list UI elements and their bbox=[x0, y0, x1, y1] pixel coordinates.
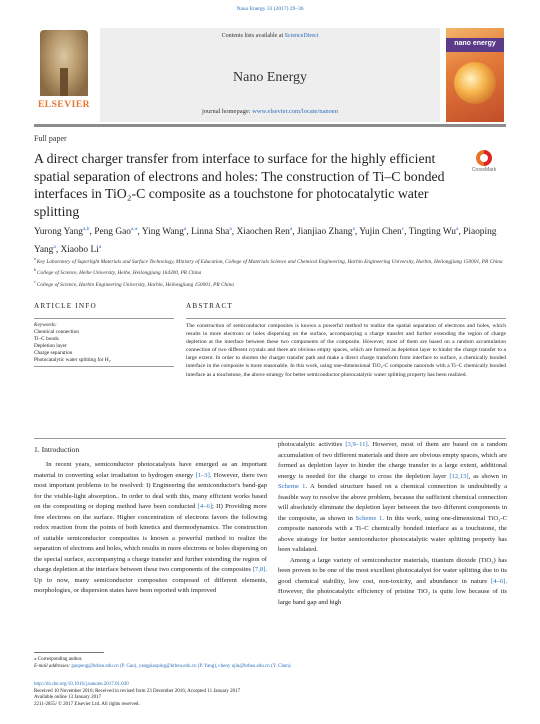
elsevier-tree-logo-icon bbox=[40, 30, 88, 96]
author-affiliation-mark[interactable]: c bbox=[401, 226, 405, 232]
cover-title: nano energy bbox=[454, 40, 496, 47]
article-title: A direct charger transfer from interface to surface for the highly efficient spatial separation of electrons and holes: The construction of Ti–C bonded interfaces in TiO₂-C composite as a touchstone for photocatalytic water splitting bbox=[34, 151, 445, 219]
section-heading-introduction: 1. Introduction bbox=[34, 445, 80, 454]
bottom-meta bbox=[34, 682, 334, 708]
author-name[interactable]: Tingting Wu bbox=[408, 227, 456, 238]
divider bbox=[34, 438, 506, 439]
author-name[interactable]: Peng Gao bbox=[94, 227, 131, 238]
author-list: Yurong Yang$^{a,b}$, Peng Gao$^{a,⁎}$, Ying Wang$^a$, Linna Sha$^a$, Xiaochen Ren$^a$, Jianjiao Zhang$^a$, Yujin Chen$^c$, Tingting Wu$^a$, Piaoping Yang$^a$, Xiaobo Li$^a$ bbox=[34, 226, 497, 256]
copyright: 2211-2855/ © 2017 Elsevier Ltd. All rights reserved. bbox=[34, 701, 140, 707]
reference-link[interactable]: [3,9–11] bbox=[345, 441, 368, 448]
received-dates: Received 10 November 2016; Received in revised form 23 December 2016; Accepted 11 January 2017 bbox=[34, 688, 241, 694]
publisher-logo-text: ELSEVIER bbox=[37, 100, 91, 110]
footnotes bbox=[34, 656, 506, 670]
contents-prefix: Contents lists available at bbox=[221, 33, 285, 39]
intro-right-column bbox=[278, 440, 507, 608]
available-online: Available online 13 January 2017 bbox=[34, 695, 102, 701]
journal-homepage-link[interactable]: www.elsevier.com/locate/nanoen bbox=[252, 108, 339, 115]
author-name[interactable]: Yurong Yang bbox=[34, 227, 83, 238]
keywords-block bbox=[34, 322, 174, 363]
masthead-center bbox=[100, 28, 440, 122]
keyword: Photocatalytic water splitting for H₂ bbox=[34, 356, 111, 363]
keyword: Ti–C bonds bbox=[34, 335, 59, 342]
article-type: Full paper bbox=[34, 134, 67, 143]
crossmark-button[interactable] bbox=[462, 150, 510, 176]
author-name[interactable]: Ying Wang bbox=[141, 227, 184, 238]
keyword-list bbox=[34, 329, 174, 364]
journal-cover-image[interactable] bbox=[446, 28, 504, 122]
author-name[interactable]: Xiaobo Li bbox=[60, 245, 99, 256]
reference-link[interactable]: Scheme 1 bbox=[278, 483, 306, 490]
contents-line bbox=[100, 33, 440, 39]
author-name[interactable]: Linna Sha bbox=[191, 227, 230, 238]
intro-left-column: In recent years, semiconductor photocatalysis have emerged as an important material in converting solar irradiation to hydrogen energy [1–3]. However, there two most important problems to be resolved: I) Engineering the semiconductor's band-gap for the visible-light absorption.. In order to deal with this, many efficient works based on the compositing or doping method have been conducted [4–6]; II) Providing more free electrons on the surface. Higher concentration of electrons favors the following redox reaction from the points of both kinetics and thermodynamics. The construction of suitable semiconductor composites is known a powerful method to realize the separation of electrons and holes, which results in more electrons or holes dispersing on the special surface, accompanying a charge transfer and further extending the region of charge depletion at the interface between these two components of the composites [7,8]. Up to now, many semiconductor composites composed of different elements, morphologies, or dispersion states have been reported with improved bbox=[34, 461, 267, 594]
author-affiliation-mark[interactable]: a bbox=[53, 244, 56, 251]
reference-link[interactable]: Scheme 1 bbox=[355, 514, 383, 522]
author-affiliation-mark[interactable]: a bbox=[98, 244, 102, 251]
author-affiliation-mark[interactable]: a,b bbox=[82, 226, 90, 232]
author-name[interactable]: Jianjiao Zhang bbox=[297, 227, 353, 238]
email-links[interactable]: gaopeng@hrbeu.edu.cn (P. Gao), yangpiaoping@hrbeu.edu.cn (P. Yang), cheny ujin@hrbeu.edu.cn (Y. Chen). bbox=[70, 664, 292, 669]
journal-title: Nano Energy bbox=[233, 70, 307, 85]
reference-link[interactable]: [1–3] bbox=[195, 471, 210, 479]
author-affiliation-mark[interactable]: a bbox=[183, 226, 187, 232]
reference-link[interactable]: [4–6] bbox=[491, 577, 506, 585]
email-label: E-mail addresses: bbox=[34, 664, 71, 669]
abstract-text: The construction of semiconductor composites is known a powerful method to realize the spatial separation of electrons and holes, which results in more electrons or holes dispersing on the surface, accompanying a charge transfer and further extending the region of charge depletion at the interface between these two components of the composite. However, most of them are based on a random accumulation connection of two different crystals and there are obvious empty spaces, which are formed as depletion layer to hinder the charge transfer to a large extent. In order to shorten the charger transfer path and make a direct charge transform from interface to surface, a chemically bonded interface in the composite is more reasonable. In this work, using one-dimensional TiO₂-C composite nanorods with a Ti–C chemically bonded interface as a touchstone, the above strategy for better semiconductor photocatalytic water splitting property has been realized. bbox=[186, 323, 506, 378]
corresponding-author-note: ⁎ Corresponding author. bbox=[34, 657, 83, 662]
author-name[interactable]: Xiaochen Ren bbox=[236, 227, 290, 238]
running-head[interactable]: Nano Energy 33 (2017) 29–36 bbox=[236, 6, 304, 12]
email-addresses bbox=[34, 663, 506, 670]
author-affiliation-mark[interactable]: a bbox=[289, 226, 293, 232]
abstract-heading: ABSTRACT bbox=[186, 302, 234, 310]
sciencedirect-link[interactable]: ScienceDirect bbox=[284, 33, 319, 39]
reference-link[interactable]: [4–6] bbox=[197, 503, 213, 510]
affiliations bbox=[34, 255, 504, 289]
reference-link[interactable]: [7,8] bbox=[252, 566, 266, 573]
intro-right-paragraph: photocatalytic activities [3,9–11]. However, most of them are based on a random accumulation of two different materials and there are obvious empty spaces, which are formed as depletion layer to hinder the charge transfer to a large extent, additional energy is needed for the charge to cross the depletion layer [12,13], as shown in Scheme 1. A bonded structure based on a chemical connection is undoubtedly a feasible way to resolve the above problem, because the sufficient chemical connection will absolutely eliminate the depletion layer between the two different components in the composite, as shown in Scheme 1. In this work, using one-dimensional TiO₂-C composite nanorods with a Ti–C chemically bonded interface as a touchstone, the above strategy for better semiconductor photocatalytic water splitting property has been validated. bbox=[278, 441, 507, 553]
homepage-line bbox=[100, 108, 440, 115]
author-affiliation-mark[interactable]: a bbox=[229, 226, 232, 232]
affiliation: $^c$ College of Science, Harbin Engineering University, Harbin, Heilongjiang 150001, PR China bbox=[34, 278, 234, 288]
author-name[interactable]: Yujin Chen bbox=[359, 227, 402, 238]
publisher-logo[interactable] bbox=[36, 28, 92, 120]
footnote-rule bbox=[34, 652, 104, 653]
keywords-label: Keywords: bbox=[34, 322, 57, 328]
cover-art-icon bbox=[454, 62, 496, 104]
article-info-heading: ARTICLE INFO bbox=[34, 302, 97, 310]
affiliation: $^b$ College of Science, Heihe University, Heihe, Heilongjiang 164300, PR China bbox=[34, 267, 202, 277]
homepage-prefix: journal homepage: bbox=[201, 108, 253, 115]
author-affiliation-mark[interactable]: a,⁎ bbox=[130, 226, 138, 232]
keyword: Chemical connection bbox=[34, 328, 79, 335]
crossmark-icon bbox=[476, 150, 492, 166]
divider bbox=[34, 318, 174, 319]
divider bbox=[186, 318, 506, 319]
intro-right-paragraph: Among a large variety of semiconductor materials, titanium dioxide (TiO₂) has been proven to be one of the most excellent photocatalyst for water splitting due to its good chemical stability, low cost, non-toxicity, and abundance in nature [4–6]. However, the photocatalytic efficiency of pristine TiO₂ is quite low because of its large band gap and high bbox=[278, 556, 507, 606]
journal-masthead bbox=[34, 22, 506, 127]
reference-link[interactable]: [12,13] bbox=[449, 472, 469, 480]
crossmark-label: CrossMark bbox=[471, 167, 497, 173]
author-affiliation-mark[interactable]: a bbox=[352, 226, 355, 232]
affiliation: $^a$ Key Laboratory of Superlight Materials and Surface Technology, Ministry of Education, College of Materials Science and Chemical Engineering, Harbin Engineering University, Harbin, Heilongjiang 150001, PR China bbox=[34, 256, 503, 265]
author-affiliation-mark[interactable]: a bbox=[456, 226, 459, 232]
doi-link[interactable]: http://dx.doi.org/10.1016/j.nanoen.2017.01.030 bbox=[34, 682, 129, 687]
keyword: Charge separation bbox=[34, 349, 73, 356]
divider bbox=[34, 366, 174, 367]
keyword: Depletion layer bbox=[34, 342, 67, 349]
author-name[interactable]: Piaoping Yang bbox=[34, 227, 497, 256]
